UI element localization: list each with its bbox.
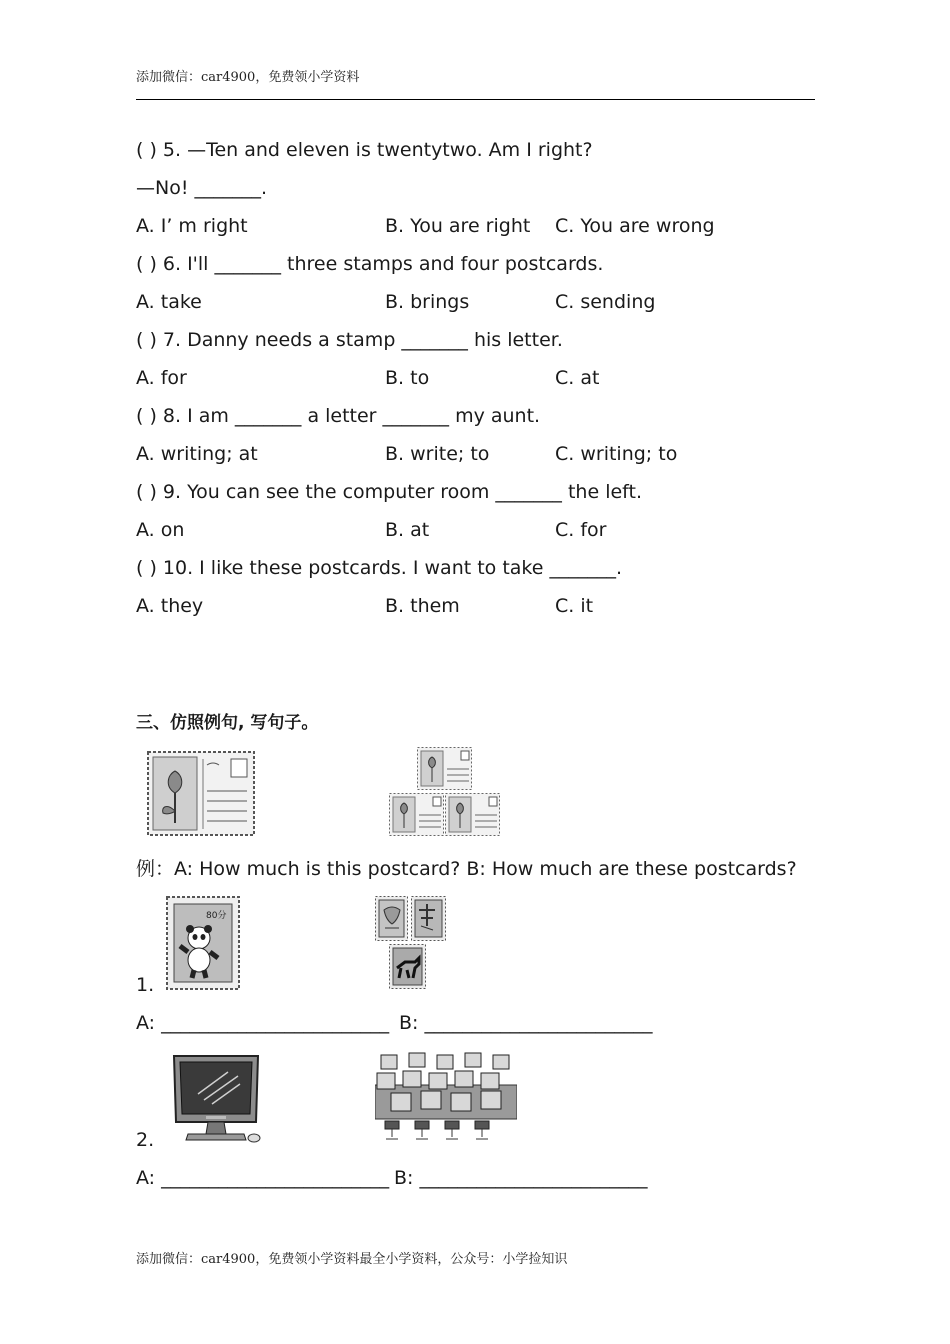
question-9-option-b: B. at (385, 519, 430, 541)
item-1-answer-a: A: ________________________ (136, 1012, 390, 1034)
question-7-option-c: C. at (555, 367, 600, 389)
item-1-answer-b: B: ________________________ (399, 1012, 653, 1034)
question-5-option-b: B. You are right (385, 215, 531, 237)
question-7-stem: ( ) 7. Danny needs a stamp _______ his letter. (136, 329, 563, 351)
item-2-answer-a: A: ________________________ (136, 1167, 390, 1189)
question-5-stem: ( ) 5. —Ten and eleven is twentytwo. Am I right? (136, 139, 593, 161)
question-6-option-a: A. take (136, 291, 202, 313)
page-header: 添加微信：car4900，免费领小学资料 (136, 70, 360, 85)
item-2-answer-b: B: ________________________ (394, 1167, 648, 1189)
question-10-option-b: B. them (385, 595, 460, 617)
stamp-denomination: 80分 (206, 911, 227, 921)
question-5-option-c: C. You are wrong (555, 215, 715, 237)
postcard-single-image (147, 751, 255, 836)
question-8-option-c: C. writing; to (555, 443, 678, 465)
item-2-number: 2. (136, 1129, 155, 1151)
question-7-option-a: A. for (136, 367, 187, 389)
question-10-option-a: A. they (136, 595, 204, 617)
computer-single-image (168, 1054, 264, 1144)
question-7-option-b: B. to (385, 367, 430, 389)
question-9-option-c: C. for (555, 519, 607, 541)
question-6-stem: ( ) 6. I'll _______ three stamps and four postcards. (136, 253, 604, 275)
example-sentence: 例：A: How much is this postcard? B: How much are these postcards? (136, 858, 797, 880)
question-6-option-c: C. sending (555, 291, 656, 313)
page-footer: 添加微信：car4900，免费领小学资料最全小学资料，公众号：小学捡知识 (136, 1252, 568, 1267)
question-5-option-a: A. I’ m right (136, 215, 248, 237)
header-rule (136, 99, 815, 100)
postcards-group-image (388, 747, 500, 837)
stamp-single-image (166, 896, 240, 990)
question-9-option-a: A. on (136, 519, 185, 541)
stamps-group-image (375, 896, 447, 990)
question-10-option-c: C. it (555, 595, 594, 617)
computer-room-image (375, 1051, 517, 1143)
question-8-option-a: A. writing; at (136, 443, 258, 465)
question-9-stem: ( ) 9. You can see the computer room _______ the left. (136, 481, 643, 503)
question-8-stem: ( ) 8. I am _______ a letter _______ my aunt. (136, 405, 541, 427)
question-10-stem: ( ) 10. I like these postcards. I want to take _______. (136, 557, 623, 579)
question-8-option-b: B. write; to (385, 443, 490, 465)
item-1-number: 1. (136, 974, 155, 996)
question-5-answer-line: —No! _______. (136, 177, 268, 199)
question-6-option-b: B. brings (385, 291, 470, 313)
section-3-heading: 三、仿照例句, 写句子。 (136, 713, 319, 733)
